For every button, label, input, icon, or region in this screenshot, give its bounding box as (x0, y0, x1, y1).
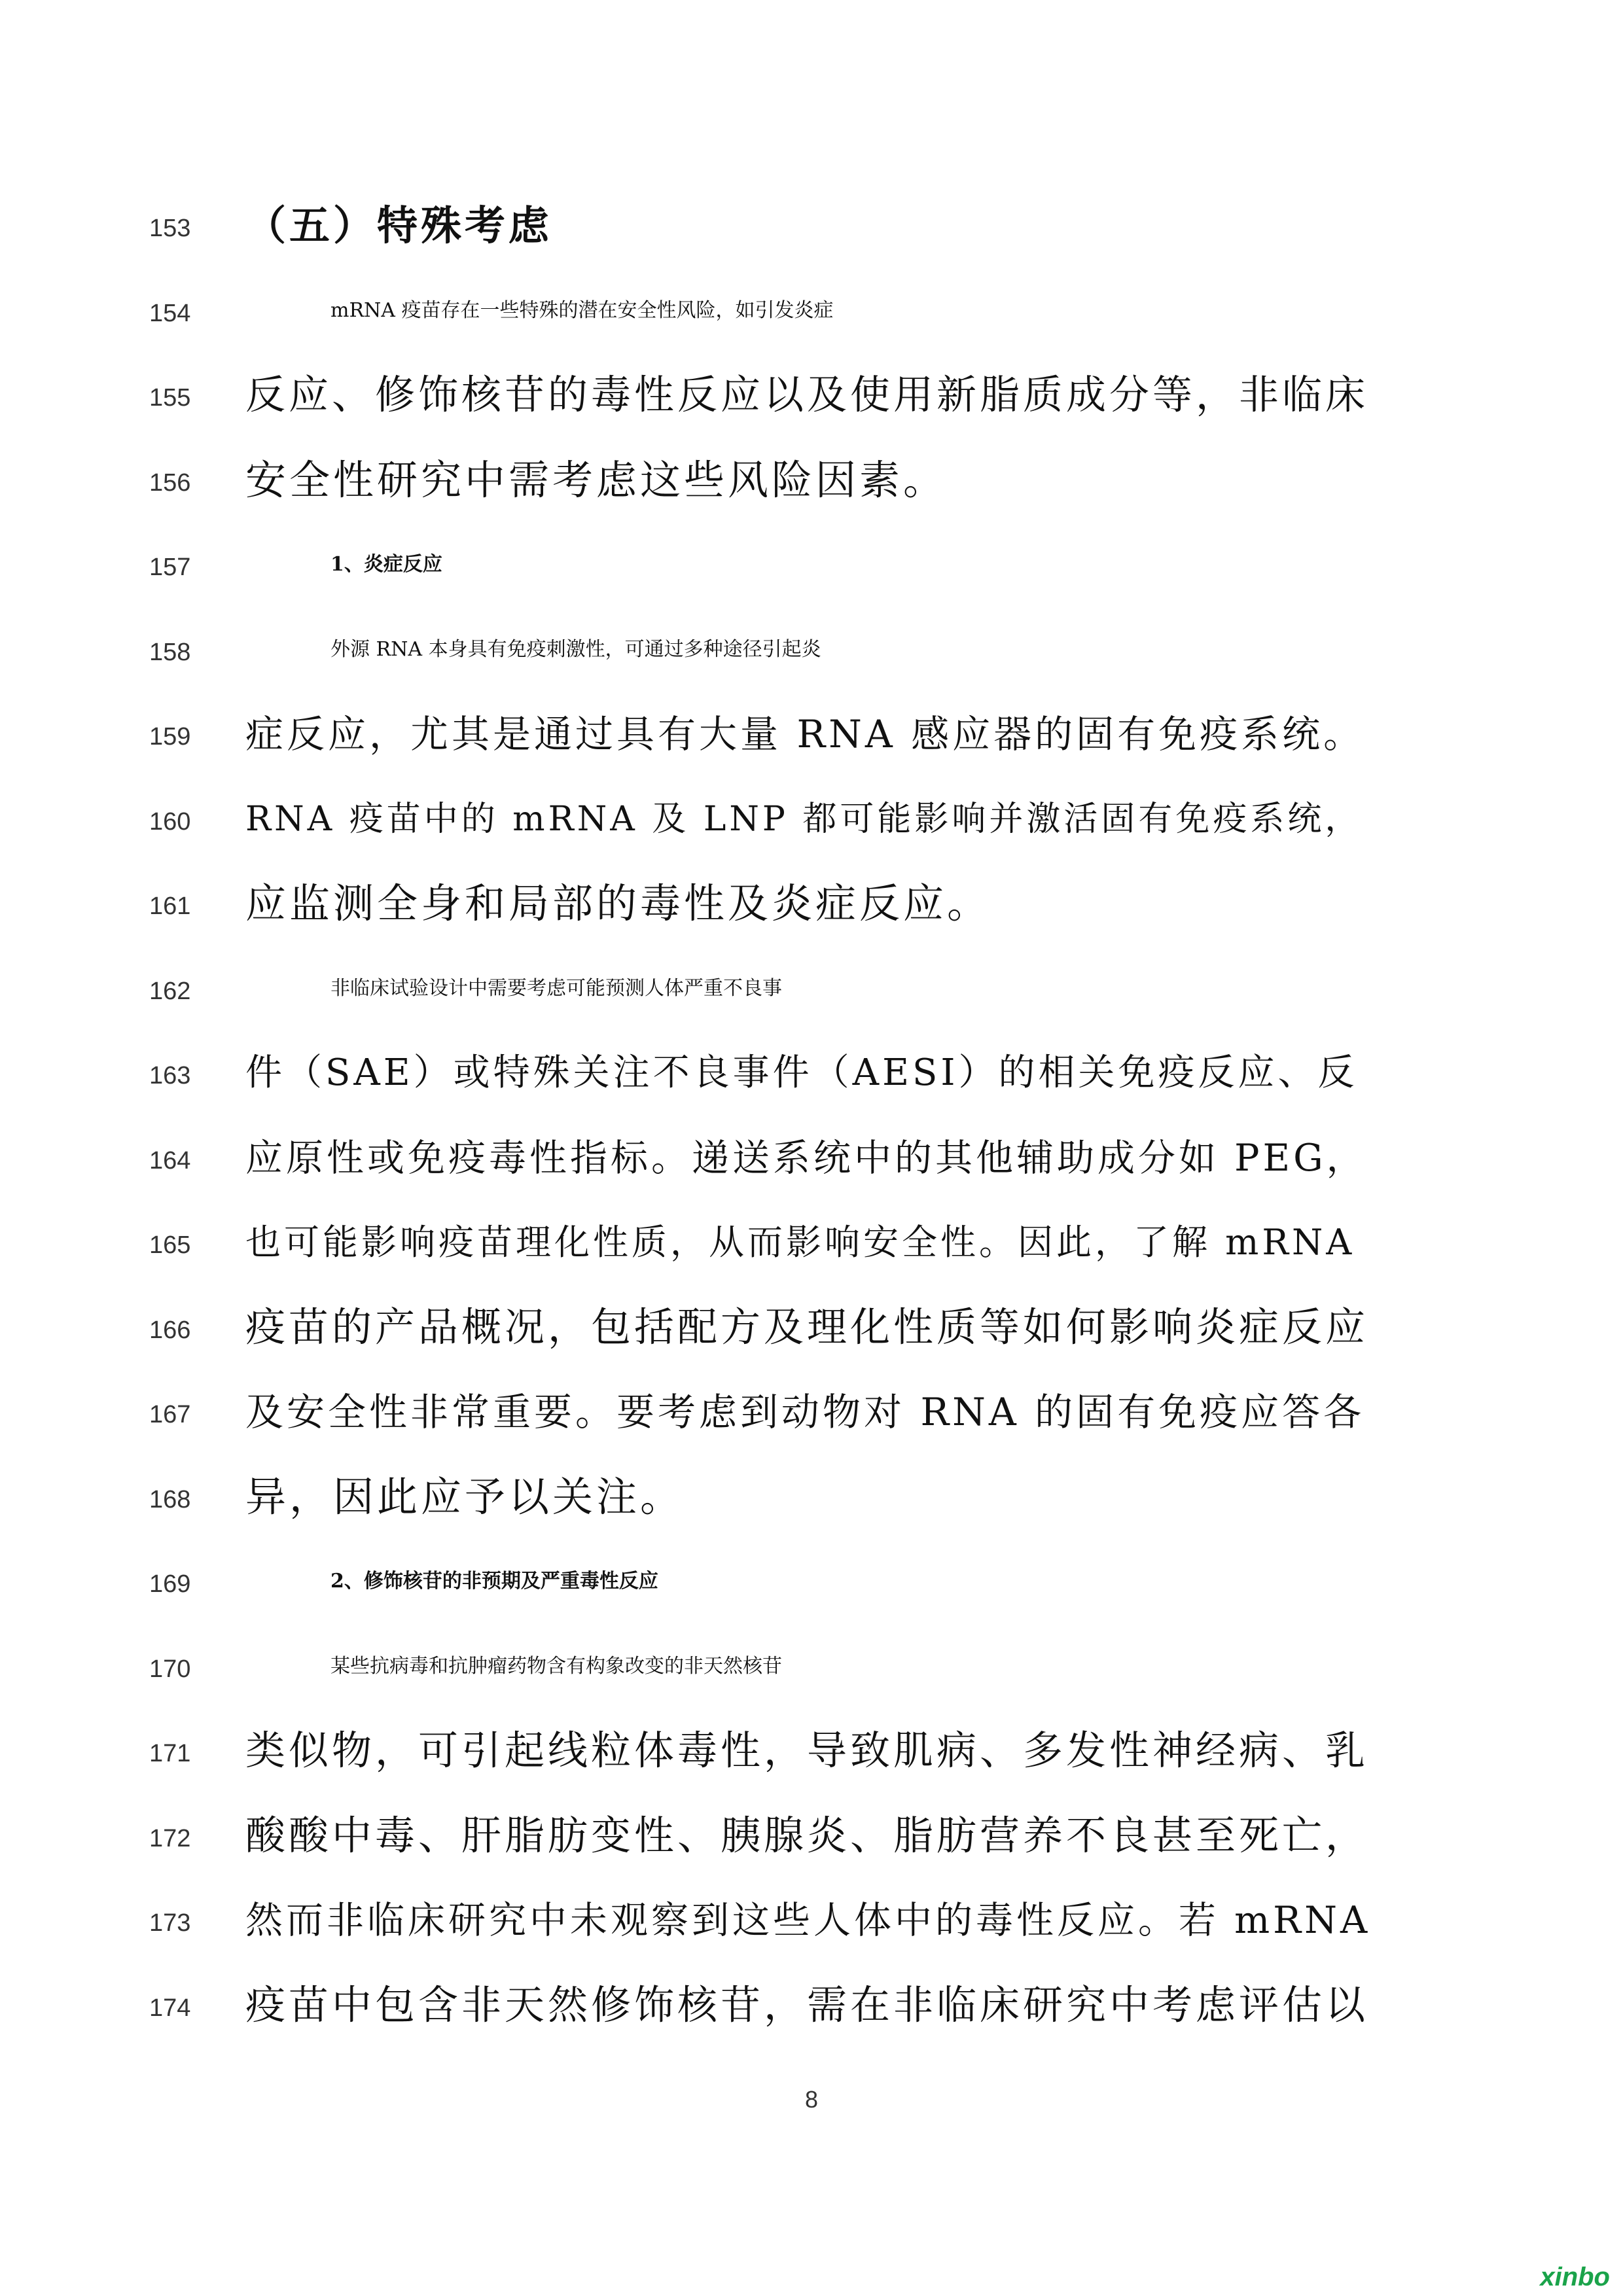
line-number: 166 (149, 1316, 191, 1344)
line-number: 170 (149, 1655, 191, 1683)
line-number: 171 (149, 1740, 191, 1767)
body-text-line: 安全性研究中需考虑这些风险因素。 (245, 456, 948, 504)
line-number: 168 (149, 1486, 191, 1513)
line-number: 160 (149, 808, 191, 836)
document-line (0, 278, 1623, 362)
body-text-line: 然而非临床研究中未观察到这些人体中的毒性反应。若 mRNA (245, 1899, 1371, 1942)
document-line (0, 193, 1623, 277)
document-line (0, 1549, 1623, 1633)
document-line (0, 786, 1623, 870)
line-number: 158 (149, 639, 191, 666)
document-line (0, 701, 1623, 785)
body-text-line: 件（SAE）或特殊关注不良事件（AESI）的相关免疫反应、反 (245, 1051, 1358, 1094)
document-line (0, 1125, 1623, 1209)
subsection-heading: 2、修饰核苷的非预期及严重毒性反应 (330, 1570, 658, 1593)
body-text-line: 及安全性非常重要。要考虑到动物对 RNA 的固有免疫应答各 (245, 1390, 1365, 1434)
subsection-heading: 1、炎症反应 (330, 553, 442, 576)
body-text-line: 异，因此应予以关注。 (245, 1473, 685, 1521)
line-number: 153 (149, 215, 191, 242)
line-number: 162 (149, 978, 191, 1005)
line-number: 167 (149, 1401, 191, 1428)
document-line (0, 617, 1623, 701)
watermark-logo: xinbo (1540, 2263, 1610, 2291)
body-text-line: RNA 疫苗中的 mRNA 及 LNP 都可能影响并激活固有免疫系统， (245, 800, 1363, 839)
body-text-line: 症反应，尤其是通过具有大量 RNA 感应器的固有免疫系统。 (245, 712, 1365, 756)
body-text-line: 也可能影响疫苗理化性质，从而影响安全性。因此，了解 mRNA (245, 1222, 1355, 1263)
body-text-line: 应监测全身和局部的毒性及炎症反应。 (245, 879, 991, 927)
document-line (0, 1379, 1623, 1463)
document-line (0, 1718, 1623, 1802)
line-number: 174 (149, 1994, 191, 2022)
line-number: 172 (149, 1825, 191, 1852)
body-text-line: 酸酸中毒、肝脂肪变性、胰腺炎、脂肪营养不良甚至死亡， (245, 1812, 1369, 1859)
section-heading: （五）特殊考虑 (245, 202, 553, 249)
page-number: 8 (804, 2086, 819, 2113)
body-text-line: 应原性或免疫毒性指标。递送系统中的其他辅助成分如 PEG， (245, 1137, 1367, 1180)
line-number: 154 (149, 300, 191, 327)
line-number: 155 (149, 384, 191, 412)
body-text-line: 反应、修饰核苷的毒性反应以及使用新脂质成分等，非临床 (245, 372, 1369, 418)
line-number: 164 (149, 1147, 191, 1174)
document-line (0, 1888, 1623, 1971)
body-text-line: mRNA 疫苗存在一些特殊的潜在安全性风险，如引发炎症 (330, 299, 834, 322)
line-number: 156 (149, 469, 191, 497)
document-line (0, 1040, 1623, 1124)
document-line (0, 1295, 1623, 1379)
document-line (0, 1973, 1623, 2057)
line-number: 159 (149, 723, 191, 751)
body-text-line: 疫苗中包含非天然修饰核苷，需在非临床研究中考虑评估以 (245, 1982, 1369, 2028)
body-text-line: 外源 RNA 本身具有免疫刺激性，可通过多种途径引起炎 (330, 638, 821, 661)
document-line (0, 871, 1623, 955)
document-line (0, 532, 1623, 616)
line-number: 173 (149, 1909, 191, 1937)
document-line (0, 956, 1623, 1040)
document-line (0, 1210, 1623, 1294)
document-line (0, 362, 1623, 446)
line-number: 165 (149, 1231, 191, 1259)
document-line (0, 1803, 1623, 1887)
body-text-line: 非临床试验设计中需要考虑可能预测人体严重不良事 (330, 977, 782, 1000)
document-line (0, 1464, 1623, 1548)
body-text-line: 疫苗的产品概况，包括配方及理化性质等如何影响炎症反应 (245, 1304, 1369, 1351)
line-number: 161 (149, 892, 191, 920)
line-number: 163 (149, 1062, 191, 1089)
body-text-line: 类似物，可引起线粒体毒性，导致肌病、多发性神经病、乳 (245, 1727, 1369, 1774)
line-number: 157 (149, 554, 191, 581)
line-number: 169 (149, 1570, 191, 1598)
document-line (0, 448, 1623, 531)
document-line (0, 1634, 1623, 1718)
body-text-line: 某些抗病毒和抗肿瘤药物含有构象改变的非天然核苷 (330, 1655, 782, 1678)
